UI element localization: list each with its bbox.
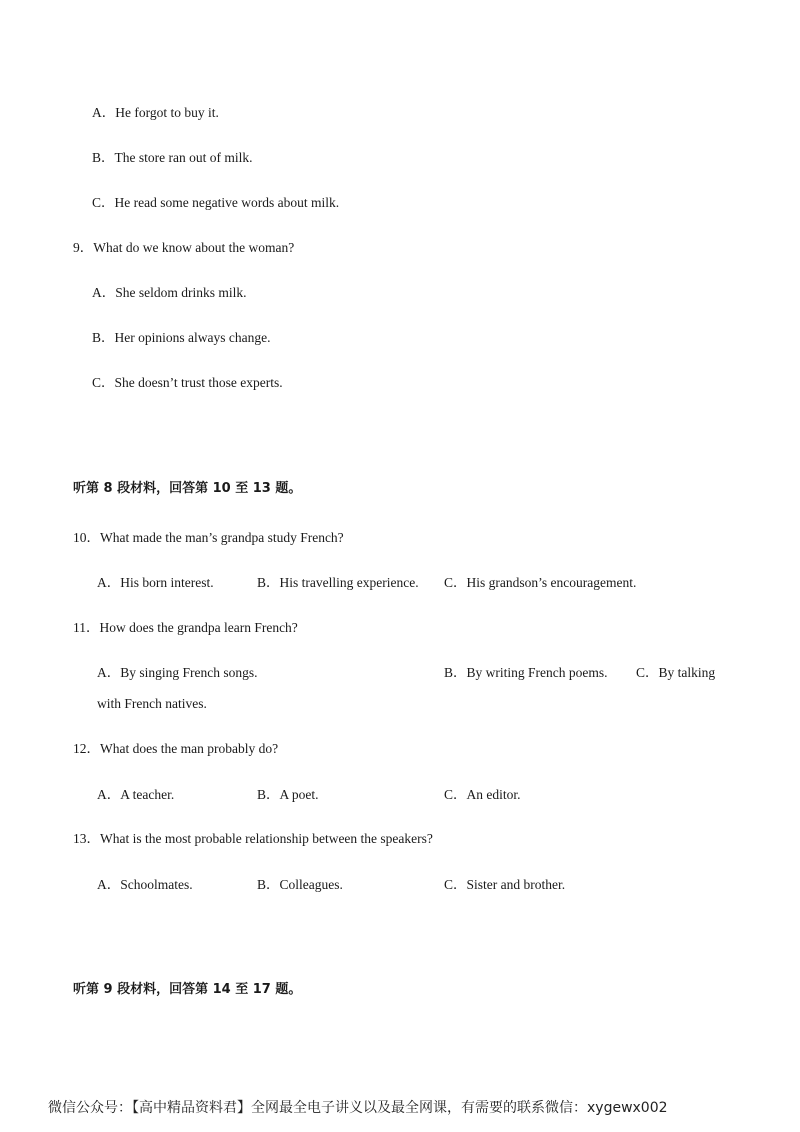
q11-option-b: B．By writing French poems. [444,665,608,680]
q13-question: 13．What is the most probable relationship between the speakers? [73,831,433,846]
q12-option-c: C．An editor. [444,787,521,802]
q13-option-c: C．Sister and brother. [444,877,566,892]
q8-option-b: B．The store ran out of milk. [92,150,253,165]
q11-option-c-continued: with French natives. [97,696,207,711]
q11-option-a: A．By singing French songs. [97,665,258,680]
q11-option-c: C．By talking [636,665,716,680]
q8-option-c: C．He read some negative words about milk. [92,195,340,210]
q10-option-c: C．His grandson’s encouragement. [444,575,637,590]
q9-option-b: B．Her opinions always change. [92,330,271,345]
section-8-heading: 听第 8 段材料，回答第 10 至 13 题。 [73,481,302,496]
page-footer: 微信公众号：【高中精品资料君】全网最全电子讲义以及最全网课，有需要的联系微信：xygewx002 [48,1100,668,1116]
q13-option-b: B．Colleagues. [257,877,343,892]
q9-option-c: C．She doesn’t trust those experts. [92,375,283,390]
q10-question: 10．What made the man’s grandpa study French? [73,530,344,545]
q9-question: 9．What do we know about the woman? [73,240,295,255]
q8-option-a: A．He forgot to buy it. [92,105,219,120]
q10-option-a: A．His born interest. [97,575,214,590]
q12-option-b: B．A poet. [257,787,319,802]
q13-option-a: A．Schoolmates. [97,877,193,892]
section-9-heading: 听第 9 段材料，回答第 14 至 17 题。 [73,982,302,997]
q9-option-a: A．She seldom drinks milk. [92,285,247,300]
q11-question: 11．How does the grandpa learn French? [73,620,298,635]
q10-option-b: B．His travelling experience. [257,575,419,590]
q12-question: 12．What does the man probably do? [73,741,279,756]
q12-option-a: A．A teacher. [97,787,175,802]
